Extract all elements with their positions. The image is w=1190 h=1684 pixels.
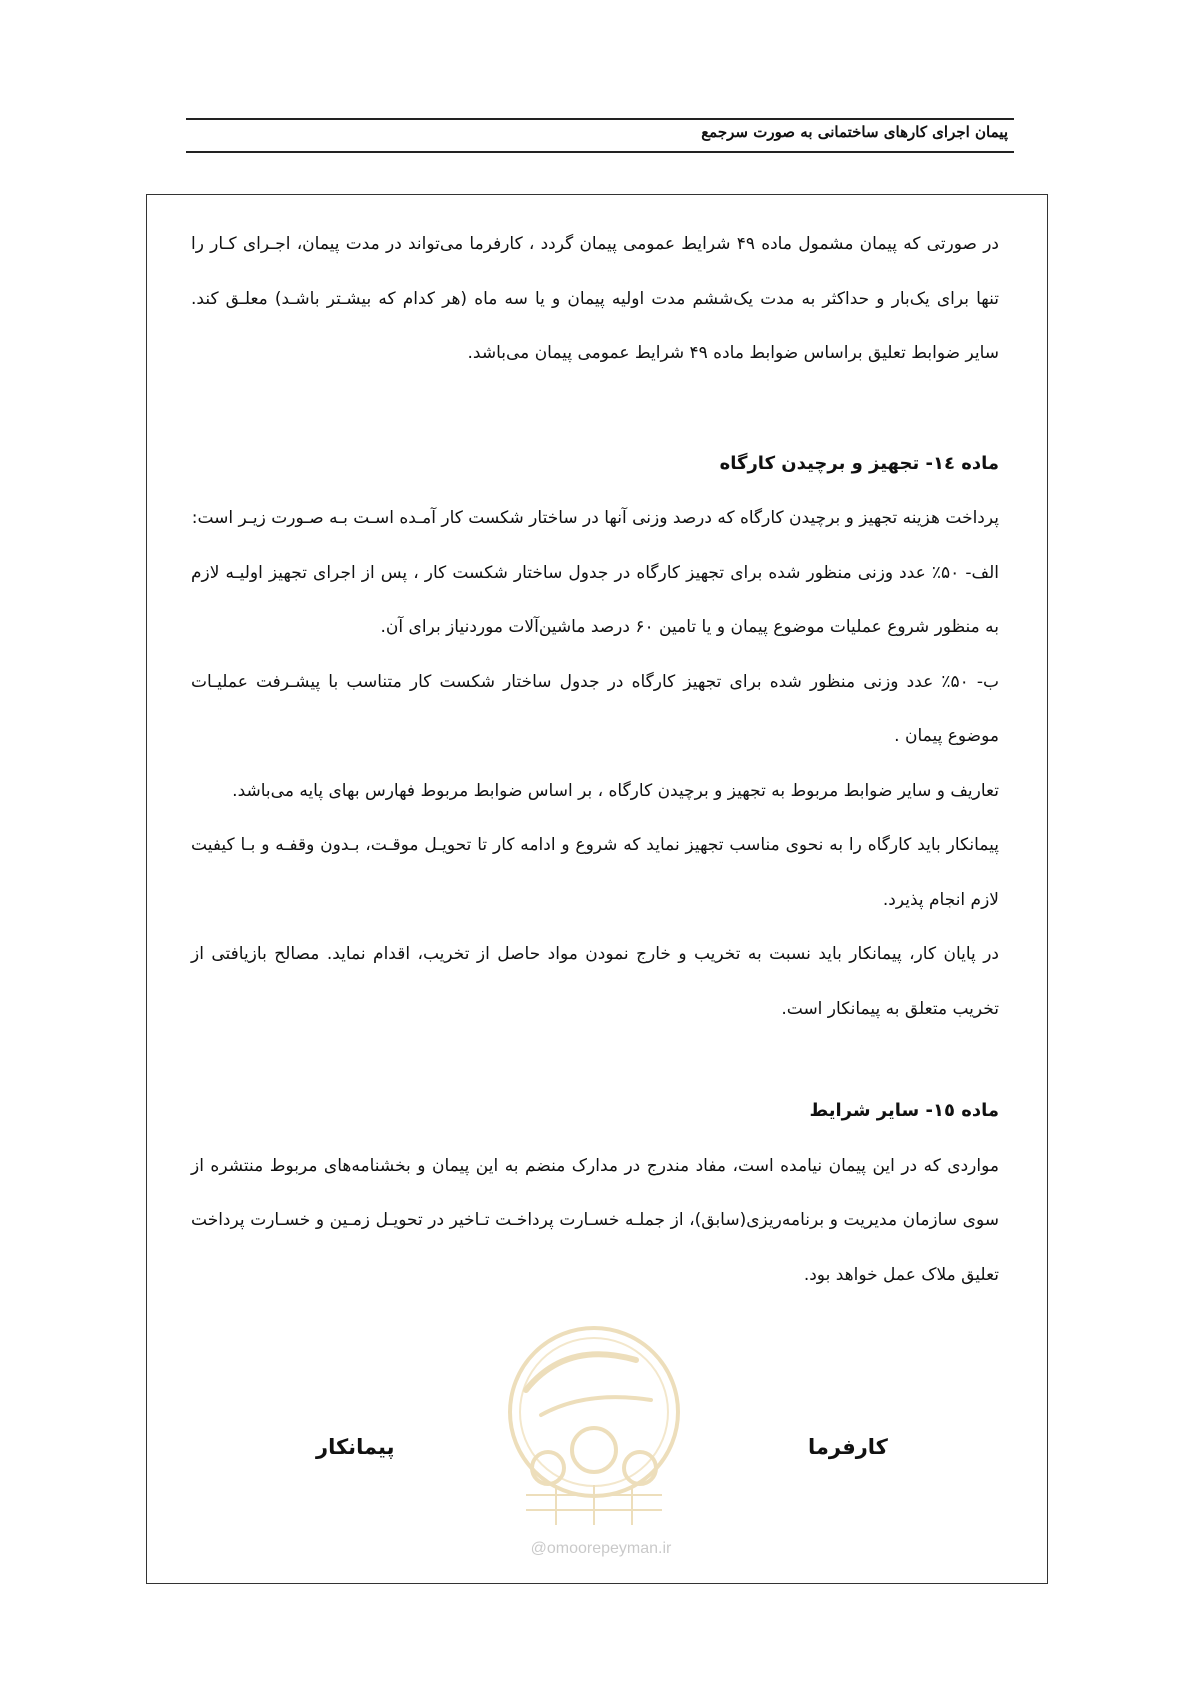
article-15-heading: ماده ١٥- سایر شرایط xyxy=(809,1100,999,1121)
signature-employer-label: کارفرما xyxy=(808,1435,888,1459)
page-header-title: پیمان اجرای کارهای ساختمانی به صورت سرجمع xyxy=(701,123,1008,141)
article-14-paragraph-4: در پایان کار، پیمانکار باید نسبت به تخریب و خارج نمودن مواد حاصل از تخریب، اقدام نماید. مصالح بازیافتی از تخریب متعلق به پیمانکار است. xyxy=(191,944,999,1019)
article-14-paragraph-3: پیمانکار باید کارگاه را به نحوی مناسب تجهیز نماید که شروع و ادامه کار تا تحویـل موقـت، بـدون وقفـه و بـا کیفیت لازم انجام پذیرد. xyxy=(191,835,999,910)
watermark-logo xyxy=(486,1320,716,1560)
article-14-heading: ماده ١٤- تجهیز و برچیدن کارگاه xyxy=(719,452,999,474)
article-14-paragraph-1: پرداخت هزینه تجهیز و برچیدن کارگاه که درصد وزنی آنها در ساختار شکست کار آمـده اسـت بـه صـورت زیـر است: xyxy=(191,508,999,528)
watermark-url: @omoorepeyman.ir xyxy=(530,1540,672,1557)
header-rule-bottom xyxy=(186,151,1014,153)
article-15-paragraph-1: مواردی که در این پیمان نیامده است، مفاد مندرج در مدارک منضم به این پیمان و بخشنامه‌های مربوط منتشره از سوی سازمان مدیریت و برنامه‌ریزی(سابق)، از جملـه خسـارت پرداخـت تـاخیر در تحویـل زمـین و خسـارت پرداخت تعلیق ملاک عمل خواهد بود. xyxy=(191,1155,999,1285)
signature-contractor-label: پیمانکار xyxy=(316,1435,395,1459)
section-gap xyxy=(191,1036,999,1084)
header-rule-top xyxy=(186,118,1014,120)
section-gap xyxy=(191,381,999,437)
intro-paragraph: در صورتی که پیمان مشمول ماده ۴۹ شرایط عمومی پیمان گردد ، کارفرما می‌تواند در مدت پیمان، اجـرای کـار را تنها برای یک‌بار و حداکثر به مدت یک‌ششم مدت اولیه پیمان و یا سه ماه (هر کدام که بیشـتر باشـد) معلـق کند. سایر ضوابط تعلیق براساس ضوابط ماده ۴۹ شرایط عمومی پیمان می‌باشد. xyxy=(191,234,999,363)
document-body xyxy=(191,217,999,1302)
article-14-paragraph-2: تعاریف و سایر ضوابط مربوط به تجهیز و برچیدن کارگاه ، بر اساس ضوابط مربوط فهارس بهای پایه می‌باشد. xyxy=(232,780,999,801)
gear-emblem-icon xyxy=(486,1320,716,1540)
article-14-item-a: الف- ۵۰٪ عدد وزنی منظور شده برای تجهیز کارگاه در جدول ساختار شکست کار ، پس از اجرای تجهیز اولیـه لازم به منظور شروع عملیات موضوع پیمان و یا تامین ۶۰ درصد ماشین‌آلات موردنیاز برای آن. xyxy=(191,562,1000,637)
article-14-item-b: ب- ۵۰٪ عدد وزنی منظور شده برای تجهیز کارگاه در جدول ساختار شکست کار متناسب با پیشـرفت عملیـات موضوع پیمان . xyxy=(191,671,1000,746)
